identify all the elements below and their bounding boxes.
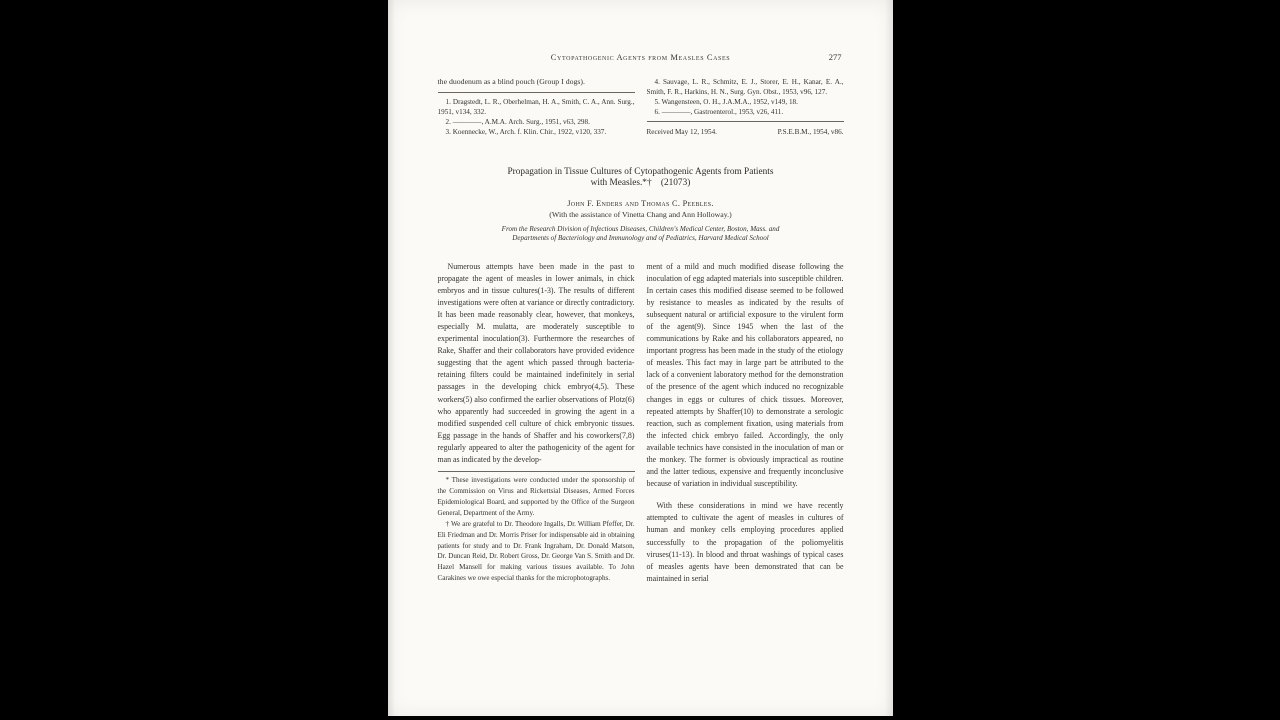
article-body: [438, 261, 844, 585]
article-title-line2: with Measles.*† (21073): [590, 178, 691, 188]
article-title: [438, 167, 844, 190]
received-line: [647, 128, 844, 136]
reference-item: 4. Sauvage, L. R., Schmitz, E. J., Storer, E. H., Kanar, E. A., Smith, F. R., Harkins, H. N., Surg. Gyn. Obst., 1953, v96, 127.: [646, 78, 844, 96]
reference-item: 5. Wangensteen, O. H., J.A.M.A., 1952, v149, 18.: [654, 98, 798, 106]
reference-list-left: [438, 97, 635, 137]
article-end-rule: [647, 121, 844, 122]
reference-list-right: [647, 77, 844, 117]
assistance-credit: (With the assistance of Vinetta Chang and Ann Holloway.): [549, 209, 732, 219]
running-header-title: Cytopathogenic Agents from Measles Cases: [550, 52, 731, 62]
body-paragraph: Numerous attempts have been made in the past to propagate the agent of measles in lower animals, in chick embryos and in tissue cultures(1-3). The results of different investigations were often at variance or directly contradictory. It has been made reasonably clear, however, that monkeys, especially M. mulatta, are moderately susceptible to experimental inoculation(3). Furthermore the researches of Rake, Shaffer and their collaborators have provided evidence suggesting that the agent which passed through bacteria-retaining filters could be maintained indefinitely in serial passages in the developing chick embryo(4,5). These workers(5) also confirmed the earlier observations of Plotz(6) who apparently had succeeded in growing the agent in a modified suspended cell culture of chick embryonic tissues. Egg passage in the hands of Shaffer and his coworkers(7,8) regularly appeared to alter the pathogenicity of the agent for man as indicated by the develop-: [437, 261, 635, 464]
page-content: [438, 0, 844, 585]
footnote-dagger: † We are grateful to Dr. Theodore Ingalls, Dr. William Pfeffer, Dr. Eli Friedman and Dr. Morris Priser for indispensable aid in obtaining patients for study and to Dr. Frank Ingraham, Dr. Donald Matson, Dr. Duncan Reid, Dr. Robert Gross, Dr. George Van S. Smith and Dr. Hazel Mansell for making various tissues available. To John Carakines we owe especial thanks for the microphotographs.: [437, 519, 635, 583]
scanned-paper-page: [388, 0, 893, 716]
body-paragraph: ment of a mild and much modified disease following the inoculation of egg adapted materials into susceptible children. In certain cases this modified disease seemed to be followed by resistance to measles as indicated by the results of subsequent natural or artificial exposure to the virulent form of the agent(9). Since 1945 when the last of the communications by Rake and his collaborators appeared, no important progress has been made in the study of the etiology of measles. This fact may in large part be attributed to the lack of a convenient laboratory method for the demonstration of the presence of the agent which induced no recognizable changes in eggs or cultures of chick tissues. Moreover, repeated attempts by Shaffer(10) to demonstrate a serologic reaction, such as complement fixation, using materials from the infected chick embryo failed. Accordingly, the only available technics have consisted in the inoculation of man or the monkey. The former is obviously impractical as routine and the latter tedious, expensive and frequently inconclusive because of variation in individual susceptibility.: [646, 261, 844, 489]
received-date: Received May 12, 1954.: [646, 128, 717, 136]
affiliation-line1: From the Research Division of Infectious Diseases, Children's Medical Center, Boston, Mass. and: [501, 224, 780, 233]
body-text-left: [438, 261, 635, 467]
affiliation: [438, 225, 844, 244]
body-text-right: [647, 261, 844, 585]
author-names: John F. Enders and Thomas C. Peebles.: [567, 198, 714, 208]
previous-article-closing-text: the duodenum as a blind pouch (Group I dogs).: [437, 77, 585, 86]
body-paragraph: With these considerations in mind we have recently attempted to cultivate the agent of measles in cultures of human and monkey cells employing procedures applied successfully to the propagation of the poliomyelitis viruses(11-13). In blood and throat washings of typical cases of measles agents have been demonstrated that can be maintained in serial: [646, 501, 844, 583]
front-matter-left-column: [438, 77, 635, 137]
footnote-star: * These investigations were conducted under the sponsorship of the Commission on Virus and Rickettsial Diseases, Armed Forces Epidemiological Board, and supported by the Office of the Surgeon General, Department of the Army.: [437, 476, 635, 517]
front-matter-right-column: [647, 77, 844, 137]
front-matter: [438, 77, 844, 137]
reference-item: 2. ————, A.M.A. Arch. Surg., 1951, v63, 298.: [445, 117, 590, 126]
page-number: 277: [828, 52, 842, 62]
running-header: [438, 52, 844, 64]
reference-item: 6. ————, Gastroenterol., 1953, v26, 411.: [654, 108, 784, 116]
body-left-column: [438, 261, 635, 585]
body-right-column: [647, 261, 844, 585]
article-title-line1: Propagation in Tissue Cultures of Cytopathogenic Agents from Patients: [507, 166, 774, 177]
section-divider-rule: [438, 92, 635, 93]
article-title-block: [438, 167, 844, 244]
reference-item: 3. Koennecke, W., Arch. f. Klin. Chir., 1922, v120, 337.: [445, 127, 607, 136]
affiliation-line2: Departments of Bacteriology and Immunology and of Pediatrics, Harvard Medical School: [512, 234, 769, 242]
footnote-rule: [438, 471, 635, 472]
footnotes: [438, 475, 635, 584]
reference-item: 1. Dragstedt, L. R., Oberhelman, H. A., Smith, C. A., Ann. Surg., 1951, v134, 332.: [437, 97, 635, 116]
journal-citation: P.S.E.B.M., 1954, v86.: [777, 128, 844, 136]
